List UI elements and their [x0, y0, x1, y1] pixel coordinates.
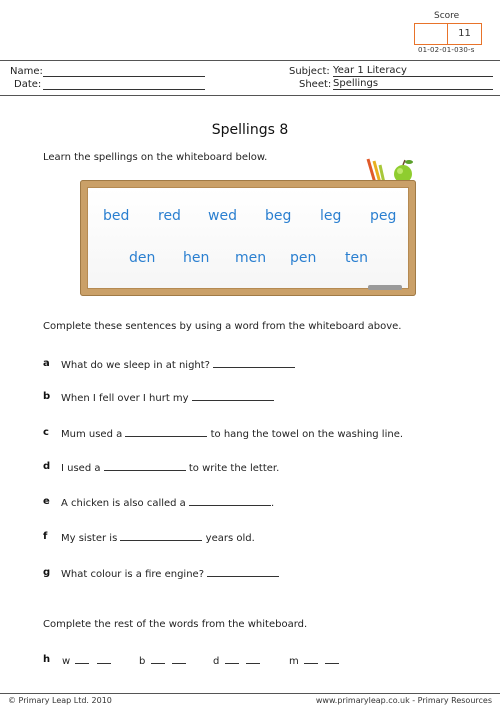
sheet-code: 01-02-01-030-s — [418, 46, 475, 54]
question-d-text-after: to write the letter. — [188, 463, 280, 474]
word-bed: bed — [103, 208, 130, 224]
completion-start-b: b — [139, 656, 146, 667]
word-hen: hen — [183, 250, 210, 266]
word-peg: peg — [370, 208, 397, 224]
question-letter-g: g — [43, 567, 51, 578]
page-title: Spellings 8 — [211, 122, 289, 138]
question-b — [61, 391, 274, 404]
question-letter-h: h — [43, 654, 51, 665]
answer-blank-d[interactable] — [104, 461, 186, 471]
question-a — [61, 358, 295, 371]
subject-value: Year 1 Literacy — [333, 65, 493, 77]
completion-start-w: w — [62, 656, 71, 667]
score-label: Score — [434, 11, 460, 21]
completion-blank-d-1[interactable] — [225, 654, 239, 664]
question-b-text: When I fell over I hurt my — [61, 393, 189, 404]
completion-blank-b-1[interactable] — [151, 654, 165, 664]
date-label: Date: — [14, 79, 42, 90]
question-e — [61, 496, 274, 509]
score-box — [414, 23, 482, 45]
question-letter-d: d — [43, 461, 51, 472]
question-letter-b: b — [43, 391, 51, 402]
question-letter-e: e — [43, 496, 50, 507]
completion-blank-m-1[interactable] — [304, 654, 318, 664]
date-field[interactable] — [43, 78, 205, 90]
question-e-text-after: . — [271, 498, 275, 509]
word-red: red — [158, 208, 181, 224]
question-f — [61, 531, 255, 544]
question-letter-c: c — [43, 427, 49, 438]
answer-blank-c[interactable] — [125, 427, 207, 437]
completion-blank-b-2[interactable] — [172, 654, 186, 664]
footer-website: www.primaryleap.co.uk - Primary Resources — [315, 696, 492, 705]
sheet-label: Sheet: — [299, 79, 332, 90]
question-letter-f: f — [43, 531, 48, 542]
completion-start-m: m — [289, 656, 299, 667]
completion-item-d — [213, 654, 260, 667]
word-leg: leg — [320, 208, 342, 224]
answer-blank-e[interactable] — [189, 496, 271, 506]
answer-blank-a[interactable] — [213, 358, 295, 368]
score-input-cell[interactable] — [415, 24, 448, 44]
word-den: den — [129, 250, 156, 266]
header-top-rule — [0, 60, 500, 61]
question-c — [61, 427, 403, 440]
whiteboard-eraser — [368, 285, 402, 290]
completion-blank-m-2[interactable] — [325, 654, 339, 664]
completion-item-w — [62, 654, 111, 667]
word-wed: wed — [208, 208, 237, 224]
question-c-text: Mum used a — [61, 429, 123, 440]
whiteboard — [80, 180, 416, 296]
completion-blank-w-2[interactable] — [97, 654, 111, 664]
instruction-complete-sentences: Complete these sentences by using a word from the whiteboard above. — [43, 321, 402, 332]
answer-blank-g[interactable] — [207, 567, 279, 577]
footer-rule — [0, 693, 500, 694]
question-letter-a: a — [43, 358, 50, 369]
completion-blank-d-2[interactable] — [246, 654, 260, 664]
name-label: Name: — [10, 66, 43, 77]
question-f-text: My sister is — [61, 533, 118, 544]
completion-blank-w-1[interactable] — [75, 654, 89, 664]
word-pen: pen — [290, 250, 317, 266]
score-value: 11 — [458, 28, 471, 39]
question-a-text: What do we sleep in at night? — [61, 360, 210, 371]
question-g — [61, 567, 279, 580]
question-c-text-after: to hang the towel on the washing line. — [210, 429, 404, 440]
question-g-text: What colour is a fire engine? — [61, 569, 205, 580]
header-bottom-rule — [0, 95, 500, 96]
question-d — [61, 461, 279, 474]
question-e-text: A chicken is also called a — [61, 498, 186, 509]
footer-copyright: © Primary Leap Ltd. 2010 — [8, 696, 112, 705]
word-ten: ten — [345, 250, 368, 266]
instruction-complete-words: Complete the rest of the words from the whiteboard. — [43, 619, 308, 630]
completion-item-b — [139, 654, 186, 667]
question-d-text: I used a — [61, 463, 101, 474]
whiteboard-surface — [87, 187, 409, 289]
instruction-learn: Learn the spellings on the whiteboard below. — [43, 152, 268, 163]
completion-item-m — [289, 654, 339, 667]
sheet-value: Spellings — [333, 78, 493, 90]
answer-blank-b[interactable] — [192, 391, 274, 401]
answer-blank-f[interactable] — [120, 531, 202, 541]
name-field[interactable] — [43, 65, 205, 77]
subject-label: Subject: — [289, 66, 330, 77]
completion-start-d: d — [213, 656, 220, 667]
word-men: men — [235, 250, 267, 266]
question-f-text-after: years old. — [205, 533, 255, 544]
word-beg: beg — [265, 208, 292, 224]
